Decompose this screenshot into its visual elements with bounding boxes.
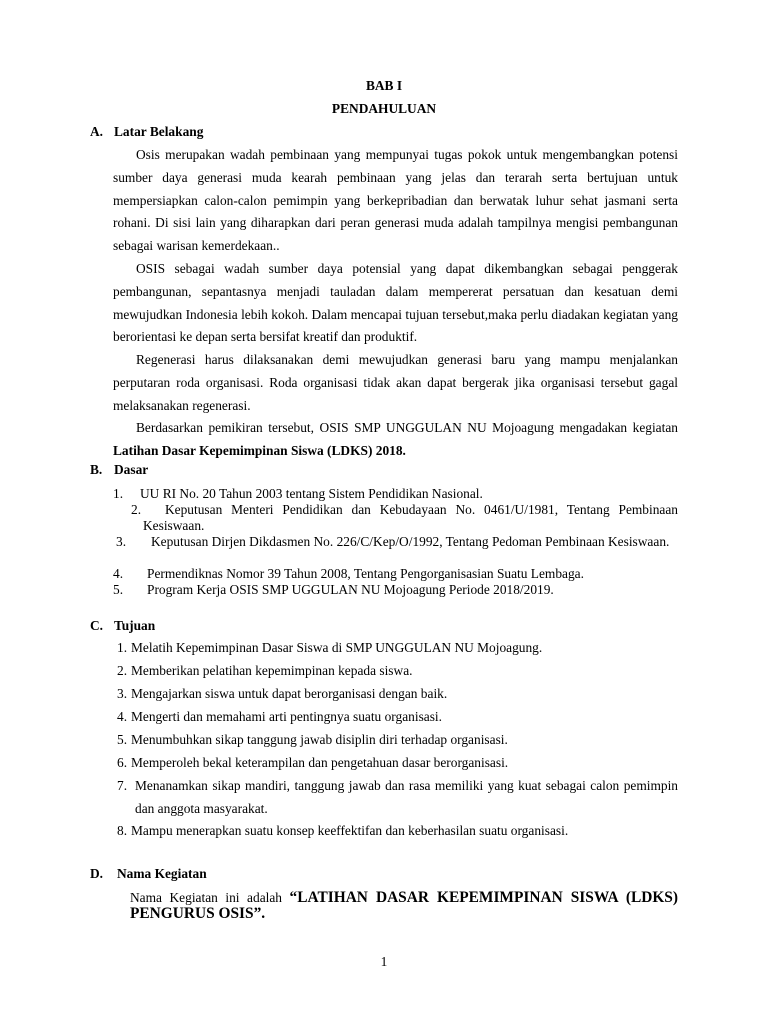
tujuan-item-text: Mengajarkan siswa untuk dapat berorganisasi dengan baik. — [131, 686, 448, 701]
dasar-item-number: 1. — [113, 486, 124, 501]
tujuan-item-text: Melatih Kepemimpinan Dasar Siswa di SMP UNGGULAN NU Mojoagung. — [131, 640, 543, 655]
tujuan-item-number: 7. — [117, 778, 128, 793]
dasar-item — [113, 502, 678, 534]
section-b-title: Dasar — [114, 462, 149, 477]
dasar-item-number: 4. — [113, 566, 124, 581]
section-a-title: Latar Belakang — [114, 124, 204, 139]
tujuan-item-number: 2. — [117, 663, 128, 678]
tujuan-item-text: Memperoleh bekal keterampilan dan pengetahuan dasar berorganisasi. — [131, 755, 509, 770]
tujuan-item — [117, 706, 678, 729]
section-c-heading — [90, 618, 155, 634]
tujuan-item-number: 4. — [117, 709, 128, 724]
tujuan-item-text: Mampu menerapkan suatu konsep keeffektifan dan keberhasilan suatu organisasi. — [131, 823, 569, 838]
tujuan-item-number: 5. — [117, 732, 128, 747]
paragraph-4-bold: Latihan Dasar Kepemimpinan Siswa (LDKS) 2018. — [113, 442, 406, 458]
section-b-heading — [90, 462, 148, 478]
tujuan-item — [117, 683, 678, 706]
paragraph-2: OSIS sebagai wadah sumber daya potensial yang dapat dikembangkan sebagai penggerak pembangunan, sepantasnya menjadi tauladan dalam mempererat persatuan dan kesatuan demi mewujudkan Indonesia lebih kokoh. Dalam mencapai tujuan tersebut,maka perlu diadakan kegiatan yang berorientasi ke depan serta bersifat kreatif dan produktif. — [113, 261, 678, 345]
dasar-item-number: 5. — [113, 582, 124, 597]
section-d-heading — [90, 866, 207, 882]
section-d-letter: D. — [90, 866, 104, 881]
paragraph-4 — [113, 417, 678, 463]
dasar-item — [113, 582, 678, 598]
tujuan-item-text: Memberikan pelatihan kepemimpinan kepada siswa. — [131, 663, 413, 678]
paragraph-3: Regenerasi harus dilaksanakan demi mewujudkan generasi baru yang mampu menjalankan perputaran roda organisasi. Roda organisasi tidak akan dapat bergerak jika organisasi tersebut gagal melaksanakan regenerasi. — [113, 352, 678, 413]
tujuan-item-number: 6. — [117, 755, 128, 770]
dasar-item-text: Keputusan Dirjen Dikdasmen No. 226/C/Kep/O/1992, Tentang Pedoman Pembinaan Kesiswaan. — [151, 534, 670, 549]
tujuan-item-text: Menanamkan sikap mandiri, tanggung jawab dan rasa memiliki yang kuat sebagai calon pemimpin dan anggota masyarakat. — [135, 778, 678, 816]
tujuan-item-number: 3. — [117, 686, 128, 701]
tujuan-item-number: 8. — [117, 823, 128, 838]
tujuan-item — [117, 752, 678, 775]
dasar-item — [113, 566, 678, 582]
section-a-letter: A. — [90, 124, 104, 139]
tujuan-item-text: Menumbuhkan sikap tanggung jawab disiplin diri terhadap organisasi. — [131, 732, 508, 747]
tujuan-item — [117, 729, 678, 752]
section-d-title: Nama Kegiatan — [117, 866, 207, 881]
dasar-item — [113, 486, 678, 502]
chapter-title: BAB I — [365, 78, 403, 93]
dasar-item-number: 2. — [131, 502, 142, 517]
activity-name-paragraph — [130, 890, 678, 922]
activity-name-intro: Nama Kegiatan ini adalah — [130, 890, 290, 905]
dasar-item-text: Permendiknas Nomor 39 Tahun 2008, Tentang Pengorganisasian Suatu Lembaga. — [147, 566, 584, 581]
dasar-item-number: 3. — [116, 534, 127, 549]
tujuan-item — [117, 775, 678, 821]
section-b-letter: B. — [90, 462, 103, 477]
chapter-subtitle: PENDAHULUAN — [331, 101, 437, 116]
dasar-item-text: UU RI No. 20 Tahun 2003 tentang Sistem Pendidikan Nasional. — [140, 486, 483, 501]
section-c-letter: C. — [90, 618, 104, 633]
activity-name: “LATIHAN DASAR KEPEMIMPINAN SISWA (LDKS) PENGURUS OSIS”. — [130, 889, 678, 922]
tujuan-item — [117, 660, 678, 683]
dasar-item-text: Keputusan Menteri Pendidikan dan Kebudayaan No. 0461/U/1981, Tentang Pembinaan Kesiswaan. — [143, 502, 678, 533]
section-c-title: Tujuan — [114, 618, 156, 633]
dasar-item-text: Program Kerja OSIS SMP UGGULAN NU Mojoagung Periode 2018/2019. — [147, 582, 554, 597]
tujuan-item-text: Mengerti dan memahami arti pentingnya suatu organisasi. — [131, 709, 443, 724]
paragraph-1: Osis merupakan wadah pembinaan yang mempunyai tugas pokok untuk mengembangkan potensi sumber daya generasi muda kearah pembinaan yang jelas dan terarah serta bertujuan untuk mempersiapkan calon-calon pemimpin yang berkepribadian dan berwatak luhur sehat jasmani serta rohani. Di sisi lain yang diharapkan dari peran generasi muda adalah tampilnya mengisi pembangunan sebagai warisan kemerdekaan.. — [113, 147, 678, 254]
tujuan-item — [117, 637, 678, 660]
dasar-item — [113, 534, 678, 550]
tujuan-item-number: 1. — [117, 640, 128, 655]
section-a-heading — [90, 124, 203, 140]
page-number: 1 — [380, 954, 388, 969]
paragraph-4-text: Berdasarkan pemikiran tersebut, OSIS SMP UNGGULAN NU Mojoagung mengadakan kegiatan — [136, 420, 678, 435]
tujuan-item — [117, 820, 678, 843]
